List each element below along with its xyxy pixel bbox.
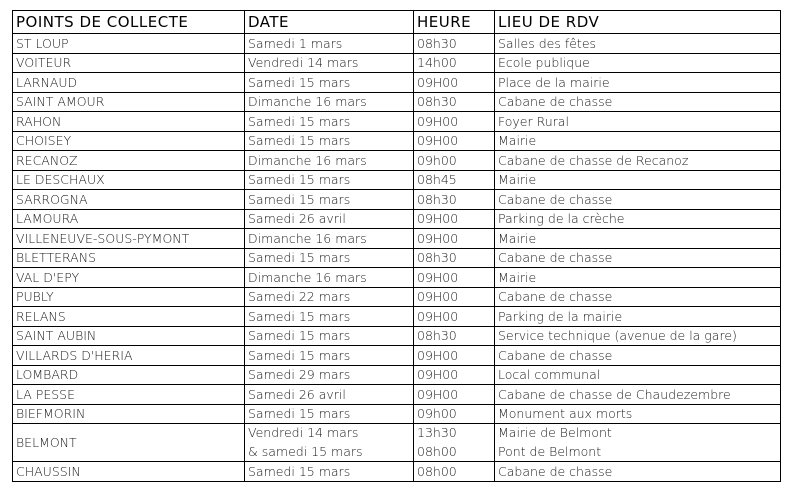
cell-lieu-line: Cabane de chasse bbox=[498, 94, 613, 110]
header-row bbox=[13, 11, 781, 34]
cell-lieu-line: Mairie de Belmont bbox=[498, 425, 612, 440]
cell-heure-line: 08h30 bbox=[417, 250, 457, 266]
cell-date bbox=[245, 268, 414, 288]
cell-lieu bbox=[495, 307, 781, 327]
cell-heure bbox=[414, 131, 495, 151]
cell-date-line: Vendredi 14 mars bbox=[248, 55, 359, 71]
cell-lieu-line: Local communal bbox=[498, 367, 601, 383]
cell-date bbox=[245, 365, 414, 385]
cell-lieu-line: Cabane de chasse de Recanoz bbox=[498, 152, 689, 168]
table-row bbox=[13, 404, 781, 424]
cell-heure bbox=[414, 268, 495, 288]
cell-heure-line: 08h00 bbox=[417, 443, 457, 459]
cell-lieu bbox=[495, 92, 781, 112]
cell-lieu bbox=[495, 34, 781, 54]
cell-lieu-line: Cabane de chasse bbox=[498, 191, 613, 207]
cell-date bbox=[245, 424, 414, 462]
table-row bbox=[13, 170, 781, 190]
cell-heure bbox=[414, 190, 495, 210]
cell-lieu bbox=[495, 209, 781, 229]
table-row bbox=[13, 209, 781, 229]
table-row bbox=[13, 112, 781, 132]
cell-date-line: Samedi 15 mars bbox=[248, 347, 351, 363]
cell-point: LAMOURA bbox=[13, 209, 245, 229]
table-row bbox=[13, 131, 781, 151]
cell-heure-line: 09h00 bbox=[417, 152, 457, 168]
cell-heure-line: 09H00 bbox=[417, 347, 459, 363]
cell-date-line: Dimanche 16 mars bbox=[248, 230, 367, 246]
table-row bbox=[13, 287, 781, 307]
cell-date-line: Samedi 29 mars bbox=[248, 367, 351, 383]
cell-point: CHAUSSIN bbox=[13, 462, 245, 482]
cell-date-line: Dimanche 16 mars bbox=[248, 94, 367, 110]
cell-date bbox=[245, 307, 414, 327]
cell-point: VOITEUR bbox=[13, 53, 245, 73]
cell-lieu bbox=[495, 151, 781, 171]
cell-heure bbox=[414, 462, 495, 482]
cell-lieu-line: Mairie bbox=[498, 269, 537, 285]
cell-date-line: Samedi 15 mars bbox=[248, 172, 351, 188]
table-row bbox=[13, 53, 781, 73]
cell-date-line: Samedi 22 mars bbox=[248, 289, 351, 305]
cell-heure bbox=[414, 112, 495, 132]
cell-date-line: Samedi 15 mars bbox=[248, 133, 351, 149]
cell-heure-line: 09H00 bbox=[417, 289, 459, 305]
cell-date bbox=[245, 151, 414, 171]
cell-lieu-line: Parking de la crèche bbox=[498, 211, 625, 227]
cell-point: BLETTERANS bbox=[13, 248, 245, 268]
cell-date bbox=[245, 73, 414, 93]
cell-point: PUBLY bbox=[13, 287, 245, 307]
header-point: POINTS DE COLLECTE bbox=[13, 11, 245, 34]
cell-lieu-line: Mairie bbox=[498, 133, 537, 149]
cell-heure bbox=[414, 53, 495, 73]
cell-date-line: Samedi 15 mars bbox=[248, 406, 351, 422]
table-row bbox=[13, 462, 781, 482]
table-row bbox=[13, 268, 781, 288]
cell-date-line: Samedi 26 avril bbox=[248, 386, 346, 402]
cell-date-line: Samedi 15 mars bbox=[248, 328, 351, 344]
cell-lieu-line: Parking de la mairie bbox=[498, 308, 623, 324]
cell-date bbox=[245, 346, 414, 366]
cell-lieu bbox=[495, 268, 781, 288]
cell-heure-line: 08h00 bbox=[417, 463, 457, 479]
table-row bbox=[13, 385, 781, 405]
table-row bbox=[13, 307, 781, 327]
cell-lieu-line: Cabane de chasse bbox=[498, 250, 613, 266]
cell-date-line: Vendredi 14 mars bbox=[248, 425, 359, 440]
cell-heure-line: 08h30 bbox=[417, 94, 457, 110]
table-row bbox=[13, 346, 781, 366]
cell-date bbox=[245, 462, 414, 482]
table-row bbox=[13, 229, 781, 249]
cell-point: SAINT AUBIN bbox=[13, 326, 245, 346]
cell-date bbox=[245, 229, 414, 249]
cell-point: LARNAUD bbox=[13, 73, 245, 93]
cell-lieu-line: Cabane de chasse de Chaudezembre bbox=[498, 386, 731, 402]
cell-heure-line: 09H00 bbox=[417, 230, 459, 246]
cell-point: VAL D'EPY bbox=[13, 268, 245, 288]
cell-heure-line: 09H00 bbox=[417, 74, 459, 90]
cell-heure bbox=[414, 34, 495, 54]
table-row bbox=[13, 151, 781, 171]
cell-lieu-line: Foyer Rural bbox=[498, 113, 569, 129]
table-row bbox=[13, 34, 781, 54]
cell-date bbox=[245, 34, 414, 54]
cell-lieu bbox=[495, 229, 781, 249]
cell-date-line: Samedi 15 mars bbox=[248, 250, 351, 266]
cell-heure-line: 14h00 bbox=[417, 55, 457, 71]
cell-date bbox=[245, 287, 414, 307]
cell-heure bbox=[414, 424, 495, 462]
cell-lieu bbox=[495, 112, 781, 132]
cell-heure bbox=[414, 92, 495, 112]
cell-date bbox=[245, 112, 414, 132]
cell-point: RAHON bbox=[13, 112, 245, 132]
cell-heure-line: 08h30 bbox=[417, 191, 457, 207]
cell-date-line: & samedi 15 mars bbox=[248, 443, 363, 459]
cell-lieu bbox=[495, 404, 781, 424]
cell-heure bbox=[414, 385, 495, 405]
cell-lieu bbox=[495, 385, 781, 405]
cell-point: LA PESSE bbox=[13, 385, 245, 405]
cell-heure bbox=[414, 151, 495, 171]
cell-point: ST LOUP bbox=[13, 34, 245, 54]
table-row bbox=[13, 424, 781, 462]
cell-date-line: Samedi 15 mars bbox=[248, 113, 351, 129]
cell-lieu-line: Mairie bbox=[498, 230, 537, 246]
cell-lieu bbox=[495, 131, 781, 151]
cell-lieu-line: Cabane de chasse bbox=[498, 347, 613, 363]
cell-point: RECANOZ bbox=[13, 151, 245, 171]
cell-heure bbox=[414, 229, 495, 249]
cell-date-line: Samedi 15 mars bbox=[248, 308, 351, 324]
cell-lieu bbox=[495, 248, 781, 268]
cell-point: LOMBARD bbox=[13, 365, 245, 385]
cell-point: BIEFMORIN bbox=[13, 404, 245, 424]
cell-heure-line: 09h00 bbox=[417, 406, 457, 422]
cell-date bbox=[245, 209, 414, 229]
cell-point: VILLARDS D'HERIA bbox=[13, 346, 245, 366]
cell-lieu-line: Place de la mairie bbox=[498, 74, 610, 90]
table-row bbox=[13, 248, 781, 268]
cell-lieu-line: Pont de Belmont bbox=[498, 443, 602, 459]
cell-lieu bbox=[495, 287, 781, 307]
cell-heure-line: 09H00 bbox=[417, 386, 459, 402]
cell-lieu-line: Cabane de chasse bbox=[498, 289, 613, 305]
cell-date bbox=[245, 53, 414, 73]
cell-lieu-line: Salles des fêtes bbox=[498, 35, 597, 51]
cell-point: VILLENEUVE-SOUS-PYMONT bbox=[13, 229, 245, 249]
table-row bbox=[13, 190, 781, 210]
cell-point: RELANS bbox=[13, 307, 245, 327]
cell-lieu bbox=[495, 190, 781, 210]
cell-heure-line: 09H00 bbox=[417, 211, 459, 227]
cell-date-line: Samedi 1 mars bbox=[248, 35, 343, 51]
cell-date bbox=[245, 92, 414, 112]
cell-lieu-line: Monument aux morts bbox=[498, 406, 633, 422]
cell-heure bbox=[414, 326, 495, 346]
cell-heure bbox=[414, 346, 495, 366]
cell-heure-line: 09H00 bbox=[417, 113, 459, 129]
table-row bbox=[13, 92, 781, 112]
cell-lieu bbox=[495, 326, 781, 346]
cell-date bbox=[245, 385, 414, 405]
cell-date bbox=[245, 404, 414, 424]
cell-date-line: Samedi 15 mars bbox=[248, 191, 351, 207]
cell-heure-line: 09H00 bbox=[417, 367, 459, 383]
cell-point: LE DESCHAUX bbox=[13, 170, 245, 190]
cell-heure-line: 09H00 bbox=[417, 269, 459, 285]
cell-lieu bbox=[495, 365, 781, 385]
cell-heure-line: 08h30 bbox=[417, 328, 457, 344]
cell-date bbox=[245, 131, 414, 151]
cell-heure-line: 08h45 bbox=[417, 172, 457, 188]
cell-heure-line: 13h30 bbox=[417, 425, 457, 440]
cell-date bbox=[245, 248, 414, 268]
cell-lieu-line: Service technique (avenue de la gare) bbox=[498, 328, 737, 344]
cell-heure bbox=[414, 365, 495, 385]
cell-heure bbox=[414, 287, 495, 307]
cell-lieu-line: Mairie bbox=[498, 172, 537, 188]
cell-heure-line: 09H00 bbox=[417, 308, 459, 324]
cell-point: SAINT AMOUR bbox=[13, 92, 245, 112]
header-heure: HEURE bbox=[414, 11, 495, 34]
cell-heure bbox=[414, 73, 495, 93]
cell-date-line: Samedi 15 mars bbox=[248, 74, 351, 90]
cell-date-line: Dimanche 16 mars bbox=[248, 269, 367, 285]
cell-lieu bbox=[495, 53, 781, 73]
cell-heure-line: 09H00 bbox=[417, 133, 459, 149]
cell-heure bbox=[414, 170, 495, 190]
cell-date bbox=[245, 170, 414, 190]
cell-heure bbox=[414, 307, 495, 327]
cell-date bbox=[245, 190, 414, 210]
table-row bbox=[13, 365, 781, 385]
cell-lieu-line: Cabane de chasse bbox=[498, 463, 613, 479]
cell-date-line: Dimanche 16 mars bbox=[248, 152, 367, 168]
cell-lieu bbox=[495, 346, 781, 366]
cell-lieu bbox=[495, 73, 781, 93]
cell-heure-line: 08h30 bbox=[417, 35, 457, 51]
collection-points-table bbox=[12, 10, 781, 482]
cell-date-line: Samedi 15 mars bbox=[248, 463, 351, 479]
header-lieu: LIEU DE RDV bbox=[495, 11, 781, 34]
cell-lieu bbox=[495, 462, 781, 482]
table-row bbox=[13, 326, 781, 346]
header-date: DATE bbox=[245, 11, 414, 34]
cell-lieu bbox=[495, 424, 781, 462]
cell-heure bbox=[414, 248, 495, 268]
table-row bbox=[13, 73, 781, 93]
cell-date-line: Samedi 26 avril bbox=[248, 211, 346, 227]
cell-point: BELMONT bbox=[13, 424, 245, 462]
cell-lieu-line: Ecole publique bbox=[498, 55, 590, 71]
cell-point: CHOISEY bbox=[13, 131, 245, 151]
cell-date bbox=[245, 326, 414, 346]
cell-heure bbox=[414, 404, 495, 424]
cell-heure bbox=[414, 209, 495, 229]
cell-point: SARROGNA bbox=[13, 190, 245, 210]
cell-lieu bbox=[495, 170, 781, 190]
